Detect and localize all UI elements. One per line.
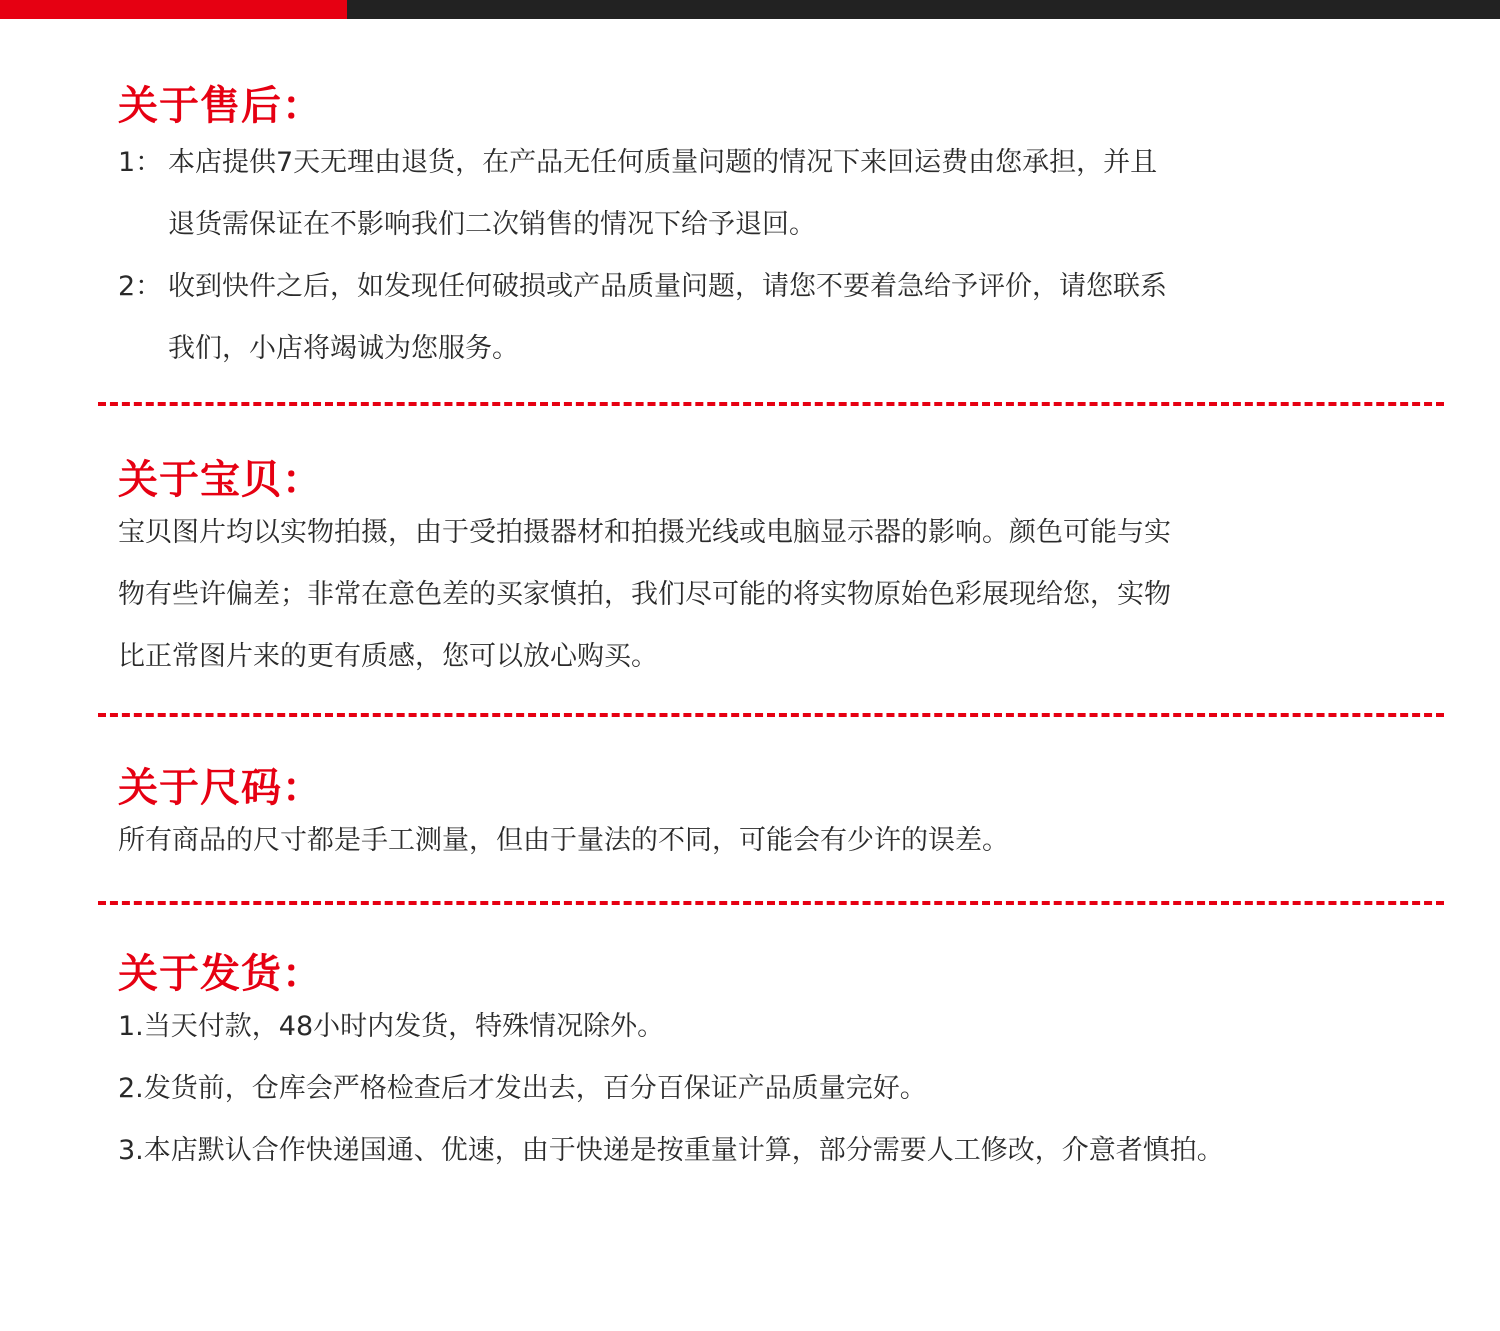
after-sales-section <box>118 82 1378 380</box>
item-line: 我们，小店将竭诚为您服务。 <box>168 333 519 364</box>
item-number: 1： <box>118 147 163 178</box>
after-sales-heading: 关于售后： <box>118 83 323 129</box>
product-heading: 关于宝贝： <box>118 457 323 503</box>
section-divider <box>98 402 1444 406</box>
product-text <box>118 502 1378 688</box>
list-item: 2.发货前，仓库会严格检查后才发出去，百分百保证产品质量完好。 <box>118 1073 927 1104</box>
text-line: 宝贝图片均以实物拍摄，由于受拍摄器材和拍摄光线或电脑显示器的影响。颜色可能与实 <box>118 517 1171 548</box>
section-divider <box>98 901 1444 905</box>
list-item <box>118 256 1378 380</box>
item-line: 收到快件之后，如发现任何破损或产品质量问题，请您不要着急给予评价，请您联系 <box>168 271 1167 302</box>
text-line: 比正常图片来的更有质感，您可以放心购买。 <box>118 641 658 672</box>
shipping-heading: 关于发货： <box>118 951 323 997</box>
item-line: 退货需保证在不影响我们二次销售的情况下给予退回。 <box>168 209 816 240</box>
top-banner-accent <box>0 0 347 19</box>
text-line: 物有些许偏差；非常在意色差的买家慎拍，我们尽可能的将实物原始色彩展现给您，实物 <box>118 579 1171 610</box>
shipping-list <box>118 996 1378 1168</box>
item-text: 本店默认合作快递国通、优速，由于快递是按重量计算，部分需要人工修改，介意者慎拍。 <box>143 1135 1224 1166</box>
size-text <box>118 810 1378 872</box>
text-line: 所有商品的尺寸都是手工测量，但由于量法的不同，可能会有少许的误差。 <box>118 825 1009 856</box>
list-item <box>118 1134 1378 1168</box>
product-section <box>118 456 1378 688</box>
section-divider <box>98 713 1444 717</box>
item-number: 3. <box>118 1135 144 1166</box>
list-item: 1.当天付款，48小时内发货，特殊情况除外。 <box>118 1011 665 1042</box>
shipping-section <box>118 950 1378 1168</box>
item-number: 2： <box>118 271 163 302</box>
list-item <box>118 132 1378 256</box>
item-line: 本店提供7天无理由退货，在产品无任何质量问题的情况下来回运费由您承担，并且 <box>168 147 1158 178</box>
size-section <box>118 764 1378 872</box>
after-sales-list <box>118 132 1378 380</box>
size-heading: 关于尺码： <box>118 765 323 811</box>
